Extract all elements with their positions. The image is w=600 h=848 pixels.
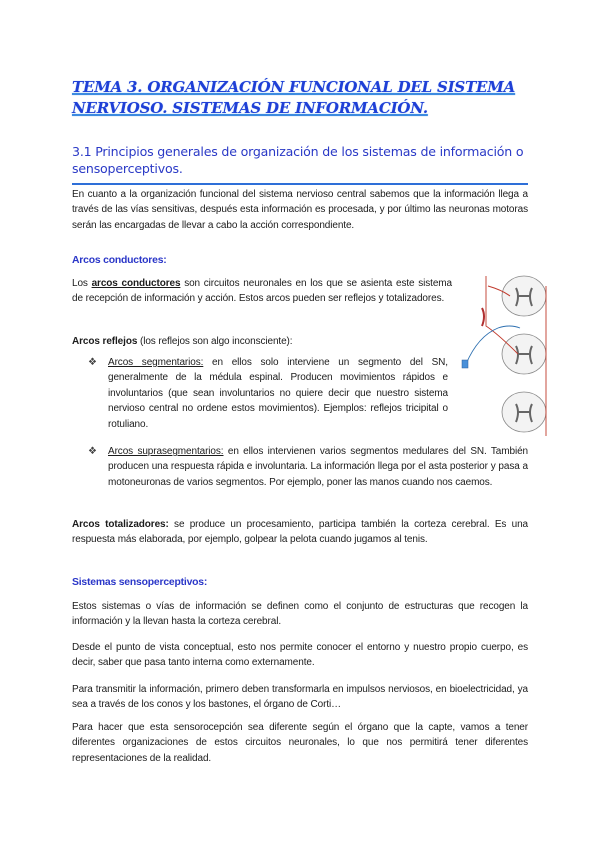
term-suprasegmentarios: Arcos suprasegmentarios: <box>108 446 224 457</box>
spinal-section-bottom <box>502 392 546 432</box>
arcos-conductores-paragraph <box>72 276 452 307</box>
arcos-totalizadores-paragraph <box>72 517 528 548</box>
sistemas-paragraph-3: Para transmitir la información, primero deben transformarla en impulsos nerviosos, en bioelectricidad, ya sea a través de los conos y los bastones, el órgano de Corti… <box>72 684 528 711</box>
bullet-diamond-icon: ❖ <box>88 446 97 457</box>
document-title: TEMA 3. ORGANIZACIÓN FUNCIONAL DEL SISTEMA NERVIOSO. SISTEMAS DE INFORMACIÓN. <box>72 78 516 118</box>
sistemas-paragraph-1: Estos sistemas o vías de información se definen como el conjunto de estructuras que recogen la información y la llevan hasta la corteza cerebral. <box>72 601 528 628</box>
arcos-reflejos-paragraph <box>72 334 452 349</box>
sistemas-paragraph-2: Desde el punto de vista conceptual, esto nos permite conocer el entorno y nuestro propio cuerpo, es decir, saber que pasa tanto interna como externamente. <box>72 642 528 669</box>
intro-paragraph: En cuanto a la organización funcional del sistema nervioso central sabemos que la información llega a través de las vías sensitivas, después esta información es procesada, y por último las neuronas motoras serán las encargadas de llevar a cabo la acción correspondiente. <box>72 189 528 231</box>
spinal-section-top <box>488 276 546 316</box>
term-arcos-totalizadores: Arcos totalizadores: <box>72 519 169 530</box>
section-title-block <box>72 143 528 185</box>
suprasegmentarios-text: en ellos intervienen varios segmentos medulares del SN. También producen una respuesta rápida e involuntaria. La información llega por el asta posterior y pasa a motoneuronas de varios segmentos. Por ejemplo, poner las manos cuando nos caemos. <box>108 446 528 488</box>
arcos-conductores-text: son circuitos neuronales en los que se asienta este sistema de recepción de información y acción. Estos arcos pueden ser reflejos y totalizadores. <box>72 278 452 305</box>
bullet-segmentarios <box>108 355 448 432</box>
heading-sistemas-sensoperceptivos: Sistemas sensoperceptivos: <box>72 577 208 588</box>
term-arcos-conductores: arcos conductores <box>91 278 181 289</box>
arcos-totalizadores-text: se produce un procesamiento, participa también la corteza cerebral. Es una respuesta más elaborada, por ejemplo, golpear la pelota cuando jugamos al tenis. <box>72 519 528 546</box>
lead-text: Los <box>72 278 92 289</box>
bullet-suprasegmentarios <box>108 444 528 490</box>
arcos-reflejos-text: (los reflejos son algo inconsciente): <box>137 336 293 347</box>
term-segmentarios: Arcos segmentarios: <box>108 357 204 368</box>
spinal-cord-reflex-diagram <box>458 266 556 438</box>
muscle-spindle <box>482 308 484 326</box>
segmentarios-text: en ellos solo interviene un segmento del SN, generalmente de la médula espinal. Producen movimientos rápidos e involuntarios (que sean involuntarios no quiere decir que nuestro sistema nervioso central no ordene estos movimientos). Ejemplos: reflejos tricipital o rotuliano. <box>108 357 448 430</box>
spinal-section-middle <box>502 334 546 374</box>
sistemas-paragraph-4: Para hacer que esta sensorocepción sea diferente según el órgano que la capte, vamos a tener diferentes organizaciones de estos circuitos neuronales, lo que nos permitirá tener diferentes representaciones de la realidad. <box>72 722 528 764</box>
receptor-marker <box>462 360 468 368</box>
term-arcos-reflejos: Arcos reflejos <box>72 336 138 347</box>
heading-arcos-conductores: Arcos conductores: <box>72 255 167 266</box>
section-title: 3.1 Principios generales de organización de los sistemas de información o sensoperceptivos. <box>72 144 524 176</box>
bullet-diamond-icon: ❖ <box>88 357 97 368</box>
